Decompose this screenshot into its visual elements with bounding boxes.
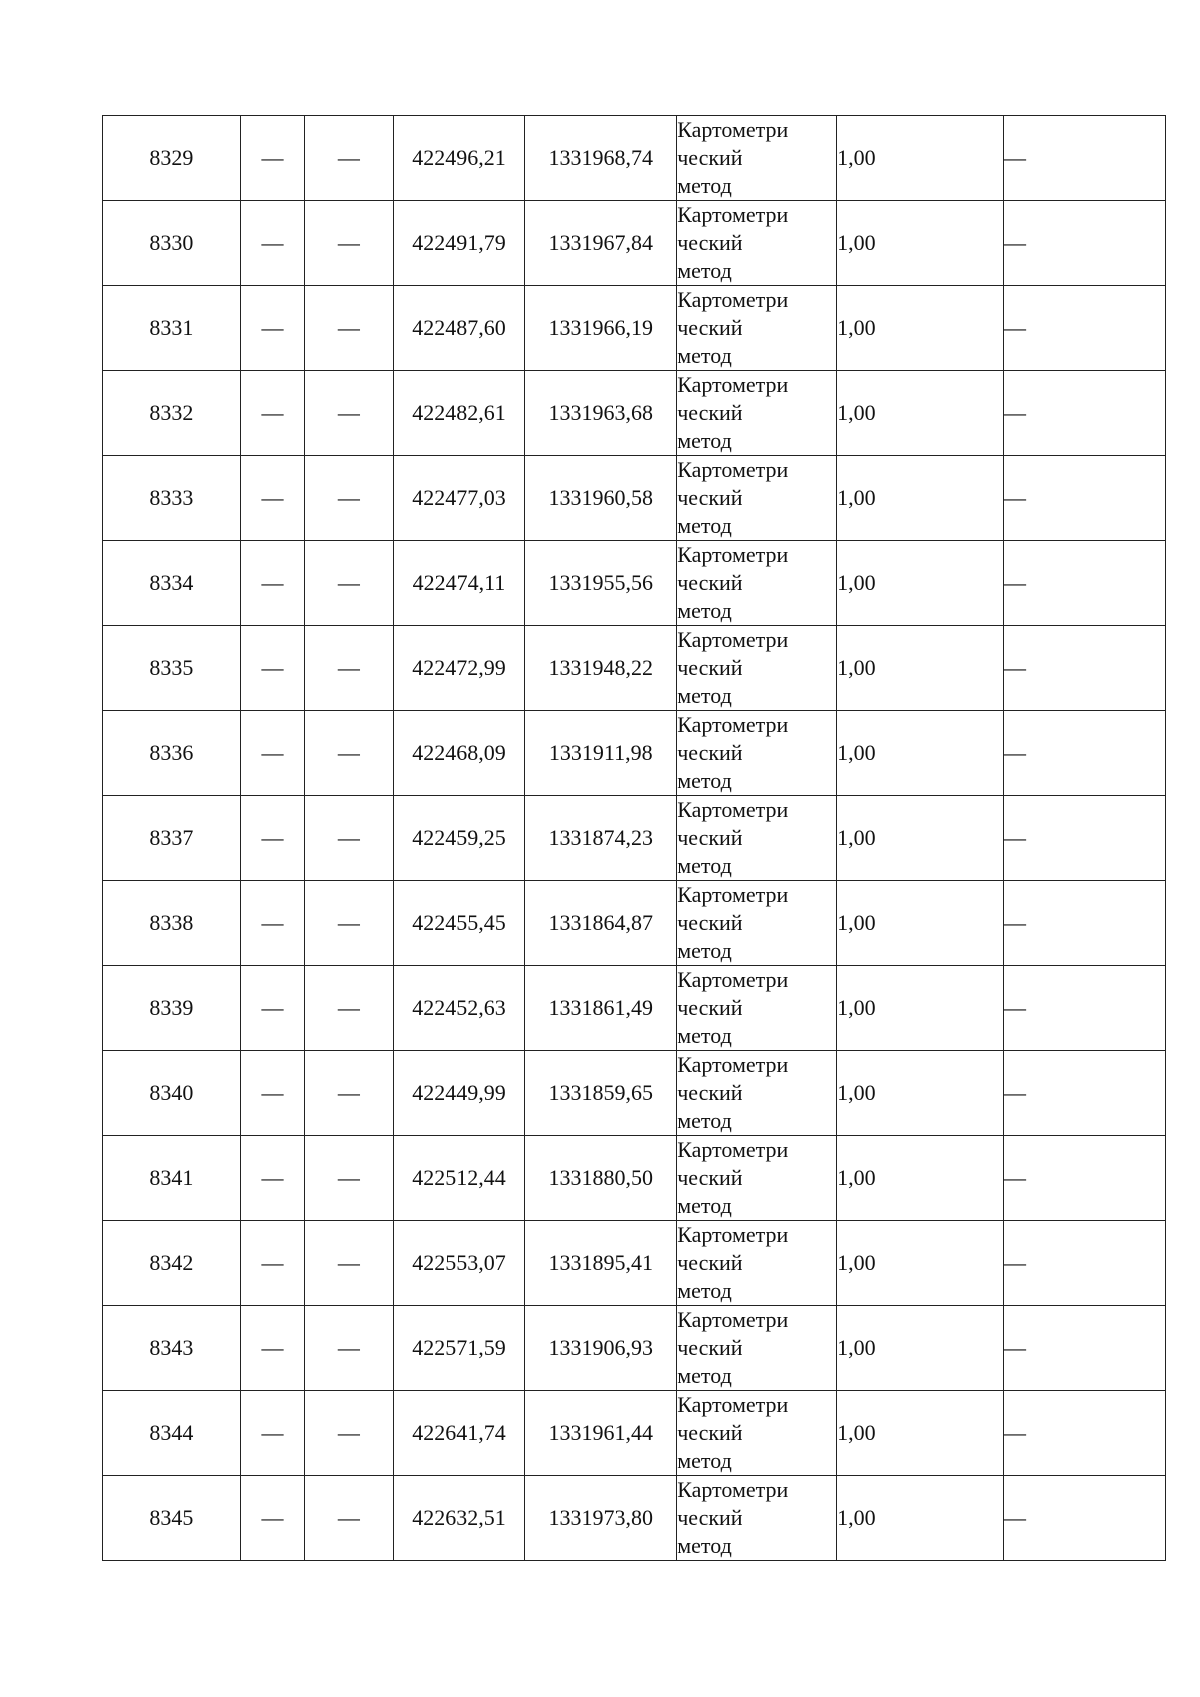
description-cell: — <box>1004 1306 1166 1391</box>
description-cell: — <box>1004 1221 1166 1306</box>
x-coordinate-cell: 422474,11 <box>393 541 525 626</box>
empty-value-cell: — <box>305 966 393 1051</box>
method-line: метод <box>677 1448 732 1473</box>
empty-value-cell: — <box>240 1221 304 1306</box>
empty-value-cell: — <box>240 881 304 966</box>
empty-value-cell: — <box>240 626 304 711</box>
point-number-cell: 8329 <box>103 116 241 201</box>
method-cell <box>677 371 837 456</box>
point-number-cell: 8344 <box>103 1391 241 1476</box>
y-coordinate-cell: 1331906,93 <box>525 1306 677 1391</box>
empty-value-cell: — <box>240 711 304 796</box>
accuracy-cell: 1,00 <box>837 456 1004 541</box>
empty-value-cell: — <box>305 201 393 286</box>
table-row <box>103 201 1166 286</box>
empty-value-cell: — <box>240 966 304 1051</box>
table-row <box>103 541 1166 626</box>
method-cell <box>677 286 837 371</box>
method-cell <box>677 796 837 881</box>
point-number-cell: 8345 <box>103 1476 241 1561</box>
accuracy-cell: 1,00 <box>837 796 1004 881</box>
empty-value-cell: — <box>305 116 393 201</box>
table-row <box>103 966 1166 1051</box>
method-line: ческий <box>677 145 743 170</box>
x-coordinate-cell: 422459,25 <box>393 796 525 881</box>
description-cell: — <box>1004 371 1166 456</box>
empty-value-cell: — <box>305 1476 393 1561</box>
point-number-cell: 8342 <box>103 1221 241 1306</box>
method-line: Картометри <box>677 882 789 907</box>
accuracy-cell: 1,00 <box>837 1136 1004 1221</box>
accuracy-cell: 1,00 <box>837 626 1004 711</box>
method-line: ческий <box>677 1080 743 1105</box>
empty-value-cell: — <box>305 626 393 711</box>
method-line: метод <box>677 1023 732 1048</box>
method-line: ческий <box>677 910 743 935</box>
table-row <box>103 1476 1166 1561</box>
method-line: Картометри <box>677 712 789 737</box>
table-row <box>103 1136 1166 1221</box>
point-number-cell: 8331 <box>103 286 241 371</box>
empty-value-cell: — <box>305 1391 393 1476</box>
method-cell <box>677 966 837 1051</box>
empty-value-cell: — <box>305 1051 393 1136</box>
empty-value-cell: — <box>240 1476 304 1561</box>
method-line: ческий <box>677 740 743 765</box>
empty-value-cell: — <box>305 881 393 966</box>
table-row <box>103 116 1166 201</box>
table-row <box>103 1391 1166 1476</box>
description-cell: — <box>1004 1136 1166 1221</box>
method-line: метод <box>677 173 732 198</box>
method-cell <box>677 541 837 626</box>
method-line: Картометри <box>677 1137 789 1162</box>
point-number-cell: 8334 <box>103 541 241 626</box>
table-row <box>103 626 1166 711</box>
y-coordinate-cell: 1331861,49 <box>525 966 677 1051</box>
empty-value-cell: — <box>305 456 393 541</box>
empty-value-cell: — <box>240 1051 304 1136</box>
x-coordinate-cell: 422482,61 <box>393 371 525 456</box>
y-coordinate-cell: 1331963,68 <box>525 371 677 456</box>
method-line: ческий <box>677 485 743 510</box>
table-row <box>103 881 1166 966</box>
y-coordinate-cell: 1331955,56 <box>525 541 677 626</box>
method-cell <box>677 1221 837 1306</box>
method-line: Картометри <box>677 1222 789 1247</box>
empty-value-cell: — <box>240 796 304 881</box>
method-line: Картометри <box>677 287 789 312</box>
x-coordinate-cell: 422452,63 <box>393 966 525 1051</box>
point-number-cell: 8339 <box>103 966 241 1051</box>
method-line: ческий <box>677 1505 743 1530</box>
method-line: ческий <box>677 825 743 850</box>
y-coordinate-cell: 1331966,19 <box>525 286 677 371</box>
empty-value-cell: — <box>305 286 393 371</box>
method-cell <box>677 1136 837 1221</box>
accuracy-cell: 1,00 <box>837 371 1004 456</box>
description-cell: — <box>1004 1051 1166 1136</box>
method-line: Картометри <box>677 797 789 822</box>
table-row <box>103 1221 1166 1306</box>
x-coordinate-cell: 422455,45 <box>393 881 525 966</box>
table-row <box>103 371 1166 456</box>
point-number-cell: 8336 <box>103 711 241 796</box>
accuracy-cell: 1,00 <box>837 1051 1004 1136</box>
table-row <box>103 711 1166 796</box>
method-line: метод <box>677 1193 732 1218</box>
empty-value-cell: — <box>305 1136 393 1221</box>
empty-value-cell: — <box>305 1306 393 1391</box>
empty-value-cell: — <box>305 796 393 881</box>
x-coordinate-cell: 422468,09 <box>393 711 525 796</box>
method-line: метод <box>677 513 732 538</box>
method-line: метод <box>677 1108 732 1133</box>
description-cell: — <box>1004 456 1166 541</box>
method-line: Картометри <box>677 1052 789 1077</box>
description-cell: — <box>1004 1476 1166 1561</box>
method-cell <box>677 1306 837 1391</box>
method-line: ческий <box>677 1165 743 1190</box>
method-line: метод <box>677 258 732 283</box>
method-line: ческий <box>677 655 743 680</box>
method-line: метод <box>677 598 732 623</box>
empty-value-cell: — <box>305 711 393 796</box>
table-row <box>103 1306 1166 1391</box>
method-line: метод <box>677 1363 732 1388</box>
empty-value-cell: — <box>240 116 304 201</box>
empty-value-cell: — <box>305 541 393 626</box>
accuracy-cell: 1,00 <box>837 881 1004 966</box>
empty-value-cell: — <box>240 1136 304 1221</box>
point-number-cell: 8335 <box>103 626 241 711</box>
description-cell: — <box>1004 116 1166 201</box>
description-cell: — <box>1004 201 1166 286</box>
table-row <box>103 286 1166 371</box>
description-cell: — <box>1004 1391 1166 1476</box>
y-coordinate-cell: 1331961,44 <box>525 1391 677 1476</box>
description-cell: — <box>1004 966 1166 1051</box>
method-line: метод <box>677 768 732 793</box>
point-number-cell: 8333 <box>103 456 241 541</box>
y-coordinate-cell: 1331948,22 <box>525 626 677 711</box>
point-number-cell: 8330 <box>103 201 241 286</box>
method-cell <box>677 711 837 796</box>
y-coordinate-cell: 1331967,84 <box>525 201 677 286</box>
empty-value-cell: — <box>240 201 304 286</box>
point-number-cell: 8340 <box>103 1051 241 1136</box>
method-cell <box>677 1051 837 1136</box>
method-line: Картометри <box>677 372 789 397</box>
table-body <box>103 116 1166 1561</box>
method-line: ческий <box>677 570 743 595</box>
accuracy-cell: 1,00 <box>837 1306 1004 1391</box>
method-cell <box>677 116 837 201</box>
method-line: ческий <box>677 315 743 340</box>
method-cell <box>677 881 837 966</box>
empty-value-cell: — <box>240 371 304 456</box>
accuracy-cell: 1,00 <box>837 116 1004 201</box>
description-cell: — <box>1004 541 1166 626</box>
accuracy-cell: 1,00 <box>837 541 1004 626</box>
y-coordinate-cell: 1331859,65 <box>525 1051 677 1136</box>
y-coordinate-cell: 1331864,87 <box>525 881 677 966</box>
x-coordinate-cell: 422632,51 <box>393 1476 525 1561</box>
x-coordinate-cell: 422472,99 <box>393 626 525 711</box>
method-line: метод <box>677 428 732 453</box>
x-coordinate-cell: 422512,44 <box>393 1136 525 1221</box>
point-number-cell: 8332 <box>103 371 241 456</box>
method-line: метод <box>677 938 732 963</box>
x-coordinate-cell: 422571,59 <box>393 1306 525 1391</box>
method-line: метод <box>677 343 732 368</box>
y-coordinate-cell: 1331973,80 <box>525 1476 677 1561</box>
accuracy-cell: 1,00 <box>837 201 1004 286</box>
description-cell: — <box>1004 626 1166 711</box>
method-line: Картометри <box>677 1392 789 1417</box>
method-cell <box>677 1391 837 1476</box>
coordinates-table <box>102 115 1166 1561</box>
y-coordinate-cell: 1331880,50 <box>525 1136 677 1221</box>
x-coordinate-cell: 422496,21 <box>393 116 525 201</box>
table-row <box>103 1051 1166 1136</box>
method-line: Картометри <box>677 117 789 142</box>
y-coordinate-cell: 1331960,58 <box>525 456 677 541</box>
y-coordinate-cell: 1331968,74 <box>525 116 677 201</box>
empty-value-cell: — <box>305 371 393 456</box>
empty-value-cell: — <box>240 541 304 626</box>
method-line: Картометри <box>677 627 789 652</box>
y-coordinate-cell: 1331895,41 <box>525 1221 677 1306</box>
empty-value-cell: — <box>240 456 304 541</box>
x-coordinate-cell: 422477,03 <box>393 456 525 541</box>
x-coordinate-cell: 422641,74 <box>393 1391 525 1476</box>
method-line: ческий <box>677 1420 743 1445</box>
y-coordinate-cell: 1331911,98 <box>525 711 677 796</box>
table-row <box>103 796 1166 881</box>
method-line: Картометри <box>677 1477 789 1502</box>
method-line: Картометри <box>677 542 789 567</box>
point-number-cell: 8338 <box>103 881 241 966</box>
method-line: метод <box>677 853 732 878</box>
point-number-cell: 8343 <box>103 1306 241 1391</box>
table-row <box>103 456 1166 541</box>
description-cell: — <box>1004 881 1166 966</box>
method-line: ческий <box>677 1335 743 1360</box>
empty-value-cell: — <box>240 1306 304 1391</box>
description-cell: — <box>1004 796 1166 881</box>
x-coordinate-cell: 422449,99 <box>393 1051 525 1136</box>
accuracy-cell: 1,00 <box>837 1476 1004 1561</box>
accuracy-cell: 1,00 <box>837 966 1004 1051</box>
method-line: Картометри <box>677 457 789 482</box>
accuracy-cell: 1,00 <box>837 1391 1004 1476</box>
method-cell <box>677 626 837 711</box>
accuracy-cell: 1,00 <box>837 286 1004 371</box>
method-cell <box>677 1476 837 1561</box>
method-line: ческий <box>677 1250 743 1275</box>
method-cell <box>677 201 837 286</box>
point-number-cell: 8337 <box>103 796 241 881</box>
method-line: Картометри <box>677 202 789 227</box>
method-line: Картометри <box>677 967 789 992</box>
empty-value-cell: — <box>240 286 304 371</box>
x-coordinate-cell: 422491,79 <box>393 201 525 286</box>
x-coordinate-cell: 422487,60 <box>393 286 525 371</box>
description-cell: — <box>1004 286 1166 371</box>
method-line: ческий <box>677 400 743 425</box>
accuracy-cell: 1,00 <box>837 1221 1004 1306</box>
empty-value-cell: — <box>305 1221 393 1306</box>
y-coordinate-cell: 1331874,23 <box>525 796 677 881</box>
method-line: метод <box>677 1278 732 1303</box>
description-cell: — <box>1004 711 1166 796</box>
method-line: Картометри <box>677 1307 789 1332</box>
accuracy-cell: 1,00 <box>837 711 1004 796</box>
method-cell <box>677 456 837 541</box>
empty-value-cell: — <box>240 1391 304 1476</box>
point-number-cell: 8341 <box>103 1136 241 1221</box>
method-line: метод <box>677 1533 732 1558</box>
method-line: ческий <box>677 995 743 1020</box>
method-line: ческий <box>677 230 743 255</box>
method-line: метод <box>677 683 732 708</box>
x-coordinate-cell: 422553,07 <box>393 1221 525 1306</box>
